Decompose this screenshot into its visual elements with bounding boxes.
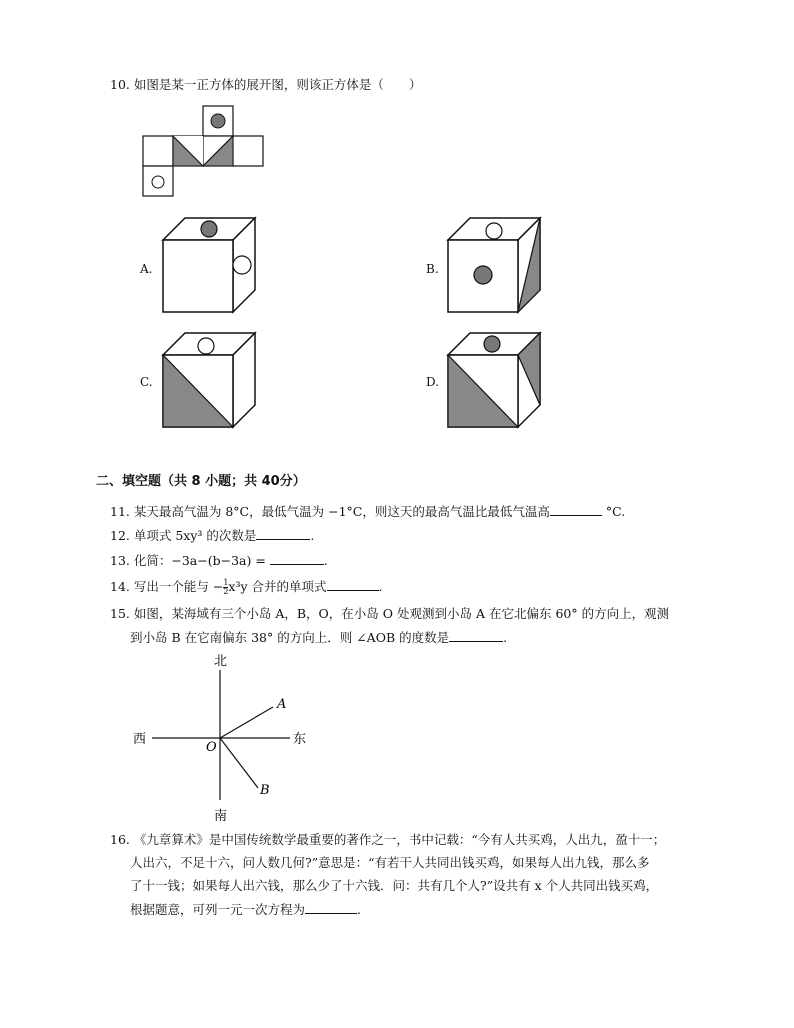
cube-top-dark-circle [201, 221, 217, 237]
question-text-cont: x³y 合并的单项式 [228, 579, 327, 594]
question-suffix: . [357, 902, 361, 917]
question-number: 11. [110, 504, 130, 519]
option-a-label[interactable]: A. [140, 262, 153, 276]
question-text-line4: 根据题意，可列一元一次方程为 [130, 902, 306, 917]
question-suffix: . [323, 553, 328, 568]
option-d-cube[interactable] [445, 330, 545, 430]
question-text-line2: 到小岛 B 在它南偏东 38° 的方向上．则 ∠AOB 的度数是 [130, 630, 450, 645]
question-number: 15. [110, 606, 130, 621]
question-number: 14. [110, 579, 130, 594]
label-west: 西 [133, 732, 147, 747]
question-16-line2 [130, 855, 649, 871]
label-north: 北 [214, 654, 228, 669]
cube-top-white-circle [198, 338, 214, 354]
question-text-line2: 人出六，不足十六，问人数几何?”意思是：“有若干人共同出钱买鸡，如果每人出九钱，那么多 [130, 855, 650, 870]
question-13 [110, 553, 328, 569]
cube-net-figure [140, 102, 270, 197]
question-text: 某天最高气温为 8°C，最低气温为 −1°C，则这天的最高气温比最低气温高 [133, 504, 550, 519]
question-text: 如图是某一正方体的展开图，则该正方体是（ ） [133, 77, 422, 92]
question-text: 化简：−3a−(b−3a) = [133, 553, 266, 568]
answer-blank[interactable] [327, 579, 379, 591]
question-16 [110, 832, 665, 848]
fraction-numerator: 1 [223, 578, 229, 587]
question-suffix: . [310, 528, 315, 543]
question-text-line3: 了十一钱；如果每人出六钱，那么少了十六钱．问：共有几个人?”设共有 x 个人共同出钱买鸡， [130, 878, 659, 893]
net-white-circle [152, 176, 164, 188]
question-11 [110, 504, 625, 520]
cube-side-white-circle [233, 256, 251, 274]
cube-top-white-circle [486, 223, 502, 239]
answer-blank[interactable] [256, 528, 310, 540]
net-dark-circle [211, 114, 225, 128]
answer-blank[interactable] [550, 504, 602, 516]
question-number: 13. [110, 553, 130, 568]
answer-blank[interactable] [270, 553, 324, 565]
question-12 [110, 528, 314, 544]
ray-ob [220, 738, 258, 788]
question-15-line2 [130, 630, 507, 646]
option-b-label[interactable]: B. [426, 262, 439, 276]
question-suffix: . [378, 579, 383, 594]
section-title: 二、填空题（共 8 小题；共 40分） [96, 474, 306, 489]
question-15 [110, 606, 669, 622]
question-number: 12. [110, 528, 130, 543]
fraction-denominator: 2 [223, 587, 229, 596]
label-south: 南 [214, 809, 228, 824]
question-16-line3 [130, 878, 658, 894]
label-b: B [260, 783, 270, 798]
answer-blank[interactable] [449, 630, 503, 642]
question-text-line1: 《九章算术》是中国传统数学最重要的著作之一，书中记载：“今有人共买鸡，人出九，盈十一； [133, 832, 666, 847]
question-text: 单项式 5xy³ 的次数是 [133, 528, 257, 543]
question-14 [110, 579, 383, 596]
question-suffix: . [503, 630, 508, 645]
option-c-cube[interactable] [160, 330, 260, 430]
label-o: O [206, 740, 217, 755]
option-b-cube[interactable] [445, 215, 545, 315]
option-a-cube[interactable] [160, 215, 260, 315]
answer-blank[interactable] [305, 902, 357, 914]
net-square-4 [233, 136, 263, 166]
question-16-line4 [130, 902, 361, 918]
question-text: 写出一个能与 − [133, 579, 224, 594]
option-d-label[interactable]: D. [426, 375, 440, 389]
question-10 [110, 77, 421, 93]
ray-oa [220, 707, 273, 738]
question-text-line1: 如图，某海域有三个小岛 A，B，O，在小岛 O 处观测到小岛 A 在它北偏东 60° 的方向上，观测 [133, 606, 670, 621]
net-square-1 [143, 136, 173, 166]
cube-top-dark-circle [484, 336, 500, 352]
question-number: 16. [110, 832, 130, 847]
question-suffix: °C. [605, 504, 626, 519]
label-east: 东 [293, 732, 307, 747]
compass-diagram [130, 650, 320, 825]
question-number: 10. [110, 77, 130, 92]
option-c-label[interactable]: C. [140, 375, 153, 389]
cube-front-dark-circle [474, 266, 492, 284]
label-a: A [277, 697, 287, 712]
